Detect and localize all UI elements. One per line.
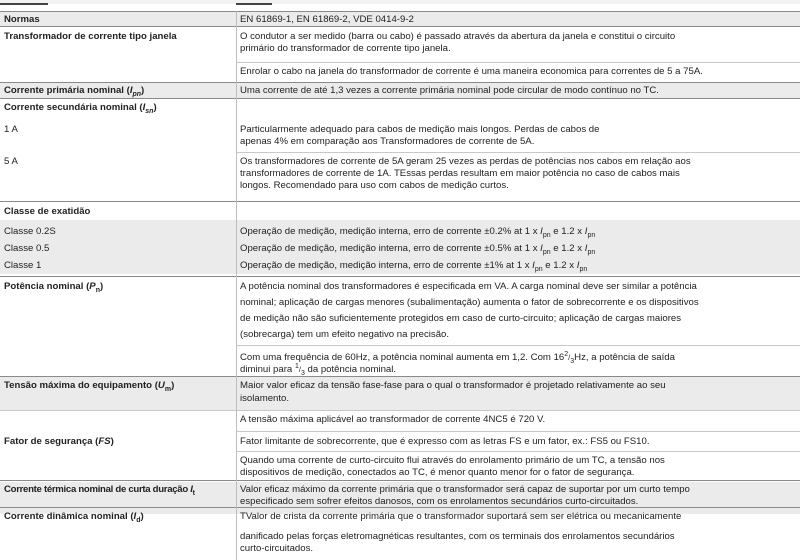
fator-l1: Fator limitante de sobrecorrente, que é expresso com as letras FS e um fator, ex.: FS5 ou FS10. [240,436,650,447]
primaria-label: Corrente primária nominal $(I_{pn})$ [4,85,145,98]
tensao-label: Tensão máxima do equipamento $(U_m)$ [4,380,175,393]
classe-row-text: Operação de medição, medição interna, erro de corrente ±1% at 1 x $I_{pn}$ e 1.2 x $I_{pn}$ [240,260,588,273]
sep [0,82,800,83]
top-accent-2 [236,3,272,5]
sep [0,410,800,411]
classe-row-name: Classe 1 [4,260,42,271]
fator-label: Fator de segurança (FS) [4,436,114,447]
secundaria-1a-l2: apenas 4% em comparação aos Transformadores de corrente de 5A. [240,136,535,147]
primaria-text: Uma corrente de até 1,3 vezes a corrente primária nominal pode circular de modo contínuo no TC. [240,85,659,96]
secundaria-5a-l2: transformadores de corrente de 1A. TEssas perdas resultam em maior potência no caso de cabos mais [240,168,680,179]
sep [0,11,800,12]
secundaria-5a-l1: Os transformadores de corrente de 5A geram 25 vezes as perdas de potências nos cabos em relação aos [240,156,691,167]
fator-l2: Quando uma corrente de curto-circuito flui através do enrolamento primário de um TC, a tensão nos [240,455,665,466]
fator-l3: dispositivos de medição, conectados ao TC, é menor quanto menor for o fator de segurança. [240,467,635,478]
secundaria-5a: 5 A [4,156,18,167]
sep [236,152,800,153]
potencia-l4: (sobrecarga) tem um efeito negativo na precisão. [240,329,450,340]
potencia-l3: de medição não são suficientemente protegidos em caso de curto-circuito; aplicação de cargas maiores [240,313,682,324]
potencia-l5: Com uma frequência de 60Hz, a potência nominal aumenta em 1,2. Com $16^2/_3Hz$, a potência de saída [240,351,675,366]
termica-l2: especificado sem sofrer efeitos danosos, com os enrolamentos secundários curto-circuitados. [240,496,639,507]
secundaria-1a: 1 A [4,124,18,135]
sep [236,62,800,63]
potencia-l1: A potência nominal dos transformadores é especificada em VA. A carga nominal deve ser similar a potência [240,281,697,292]
sep [0,276,800,277]
dinamica-l1: TValor de crista da corrente primária que o transformador suportará sem ser elétrica ou mecanicamente [240,511,682,522]
potencia-l6: diminui para $^1/_3$ da potência nominal. [240,363,397,378]
tensao-l3: A tensão máxima aplicável ao transformador de corrente 4NC5 é 720 V. [240,414,546,425]
tensao-l2: isolamento. [240,393,290,404]
sep [236,431,800,432]
column-divider [236,11,237,560]
top-edge [0,0,800,4]
secundaria-label: Corrente secundária nominal $(I_{sn})$ [4,102,157,115]
termica-label: Corrente térmica nominal de curta duração $I_t$ [4,484,195,497]
termica-l1: Valor eficaz máximo da corrente primária que o transformador será capaz de suportar por um curto tempo [240,484,690,495]
secundaria-5a-l3: longos. Recomendado para uso com cabos de medição curtos. [240,180,509,191]
potencia-l2: nominal; aplicação de cargas menores (subalimentação) aumenta o fator de sobrecorrente e os dispositivos [240,297,699,308]
sep [0,26,800,27]
classe-label: Classe de exatidão [4,206,91,217]
dinamica-l3: curto-circuitados. [240,543,314,554]
normas-value: EN 61869-1, EN 61869-2, VDE 0414-9-2 [240,14,414,25]
top-accent [0,3,48,5]
sep [0,98,800,99]
sep [0,201,800,202]
normas-label: Normas [4,14,40,25]
dinamica-label: Corrente dinâmica nominal $(I_d)$ [4,511,144,524]
classe-row-name: Classe 0.2S [4,226,56,237]
secundaria-1a-l1: Particularmente adequado para cabos de medição mais longos. Perdas de cabos de [240,124,600,135]
janela-p1b: primário do transformador de corrente tipo janela. [240,43,451,54]
janela-p2: Enrolar o cabo na janela do transformador de corrente é uma maneira economica para correntes de 5 a 75A. [240,66,703,77]
potencia-label: Potência nominal $(P_n)$ [4,281,104,294]
classe-row-text: Operação de medição, medição interna, erro de corrente ±0.2% at 1 x $I_{pn}$ e 1.2 x $I_{pn}$ [240,226,596,239]
janela-p1a: O condutor a ser medido (barra ou cabo) é passado através da abertura da janela e constitui o circuito [240,31,676,42]
tensao-l1: Maior valor eficaz da tensão fase-fase para o qual o transformador é projetado relativamente ao seu [240,380,666,391]
sep [236,451,800,452]
sep [0,480,800,481]
janela-label: Transformador de corrente tipo janela [4,31,177,42]
sep [236,345,800,346]
classe-row-name: Classe 0.5 [4,243,50,254]
classe-row-text: Operação de medição, medição interna, erro de corrente ±0.5% at 1 x $I_{pn}$ e 1.2 x $I_{pn}$ [240,243,596,256]
dinamica-l2: danificado pelas forças eletromagnéticas resultantes, com os terminais dos enrolamentos secundários [240,531,675,542]
